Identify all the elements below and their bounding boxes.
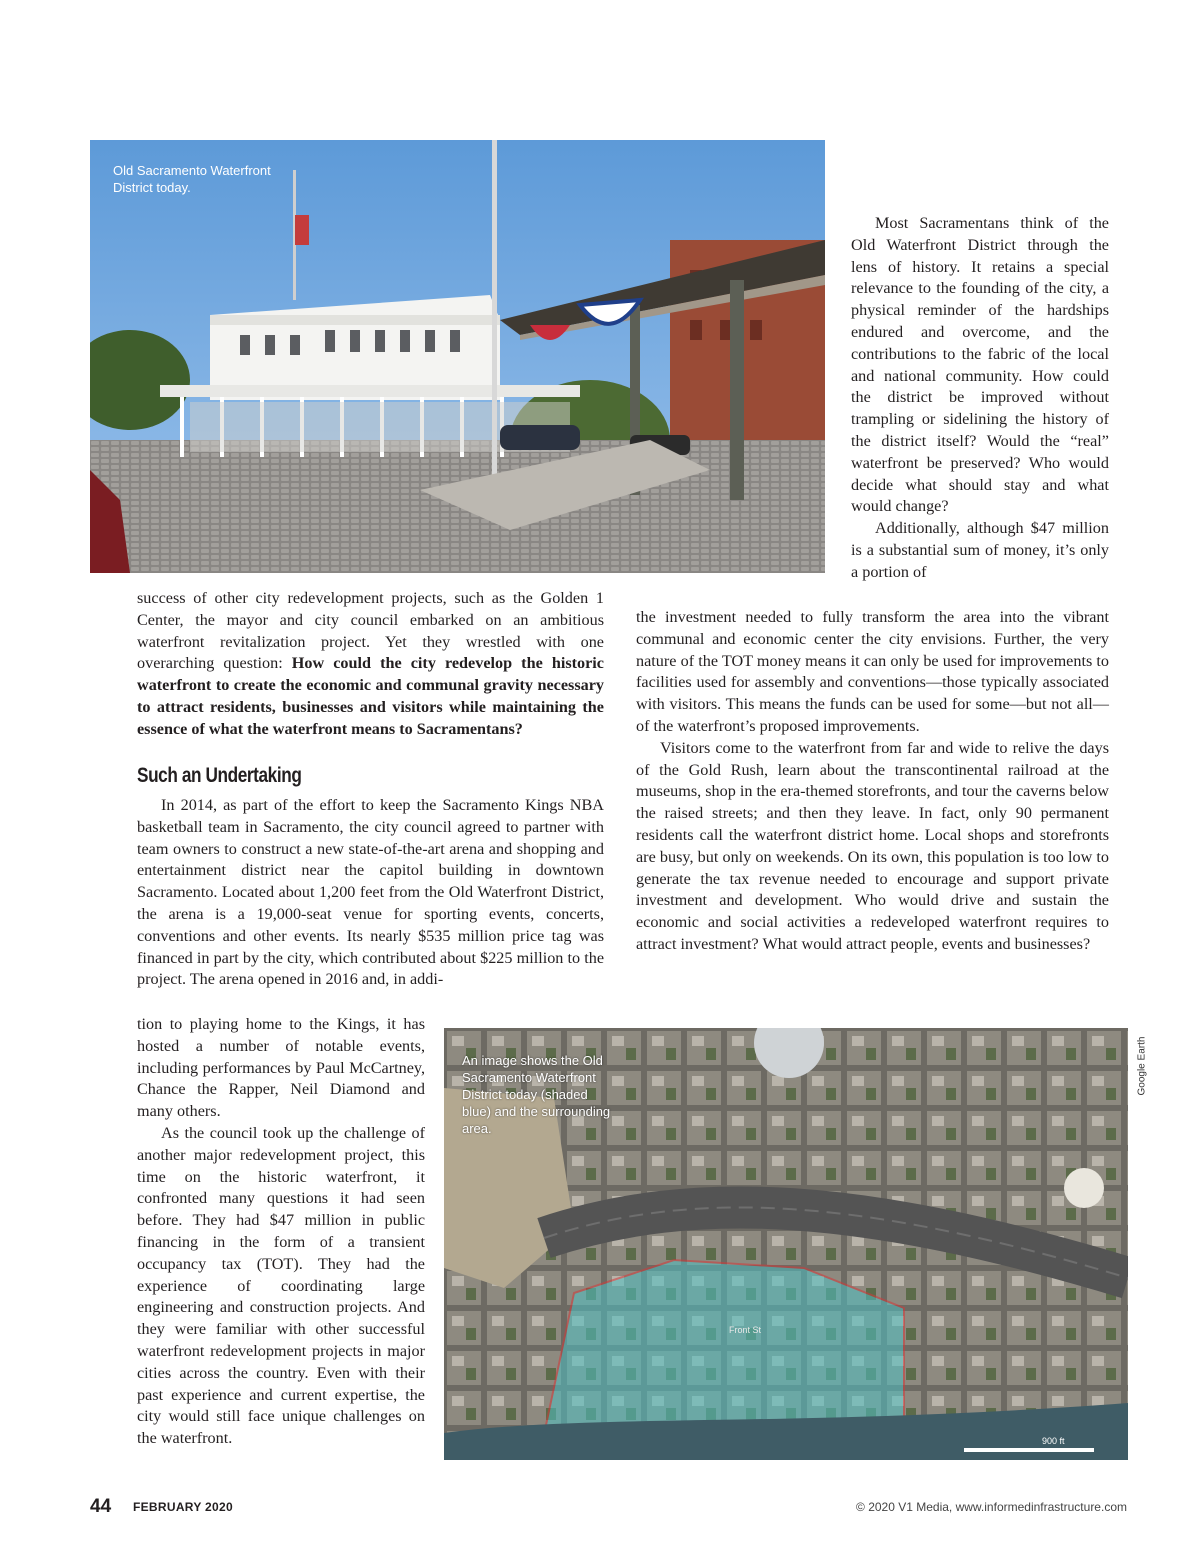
left-narrow-column <box>137 1014 425 1450</box>
image-credit: Google Earth <box>1136 1036 1148 1096</box>
copyright: © 2020 V1 Media, www.informedinfrastructure.com <box>856 1500 1127 1514</box>
left-intro-paragraph <box>137 588 604 741</box>
map-caption: An image shows the Old Sacramento Waterfront District today (shaded blue) and the surrounding area. <box>462 1053 611 1136</box>
section-heading: Such an Undertaking <box>137 764 302 787</box>
page-number: 44 <box>90 1496 112 1517</box>
paragraph: Visitors come to the waterfront from far and wide to relive the days of the Gold Rush, learn about the transcontinental railroad at the museums, shop in the era-themed storefronts, and tour the caverns below the raised streets; and then they leave. In fact, only 90 permanent residents call the waterfront district home. Local shops and storefronts are busy, but only on weekends. On its own, this population is too low to generate the tax revenue needed to encourage and support private investment and development. Who would drive and sustain the economic and social activities a redeveloped waterfront requires to attract investment? What would attract people, events and businesses? <box>636 738 1109 953</box>
intro-text: success of other city redevelopment projects, such as the Golden 1 Center, the mayor and city council embarked on an ambitious waterfront revitalization project. Yet they wrestled with one overarching question: <box>137 589 604 673</box>
paragraph: As the council took up the challenge of another major redevelopment project, this time on the historic waterfront, it confronted many questions it had seen before. They had $47 million in public financing in the form of a transient occupancy tax (TOT). They had the experience of coordinating large engineering and construction projects. And they were familiar with other successful waterfront redevelopment projects in major cities across the country. Even with their past experience and current expertise, the city would still face unique challenges on the waterfront. <box>137 1123 425 1448</box>
paragraph: In 2014, as part of the effort to keep the Sacramento Kings NBA basketball team in Sacramento, the city council agreed to partner with team owners to construct a new state-of-the-art arena and shopping and entertainment district near the capitol building in downtown Sacramento. Located about 1,200 feet from the Old Waterfront District, the arena is a 19,000-seat venue for sporting events, concerts, conventions and other events. Its nearly $535 million price tag was financed in part by the city, which contributed about $225 million to the project. The arena opened in 2016 and, in addi- <box>137 796 604 989</box>
scale-label: 900 ft <box>1042 1436 1065 1446</box>
right-top-column <box>851 213 1109 584</box>
street-label: Front St <box>729 1325 762 1335</box>
waterfront-photo <box>90 140 825 573</box>
left-paragraph-1 <box>137 795 604 991</box>
right-bottom-column <box>636 607 1109 956</box>
photo-caption: Old Sacramento Waterfront District today. <box>113 163 271 195</box>
key-question: How could the city redevelop the historic waterfront to create the economic and communal gravity necessary to attract residents, businesses and visitors while maintaining the essence of what the waterfront means to Sacramentans? <box>137 654 604 738</box>
paragraph: tion to playing home to the Kings, it has hosted a number of notable events, including performances by Paul McCartney, Chance the Rapper, Neil Diamond and many others. <box>137 1015 425 1121</box>
paragraph: the investment needed to fully transform the area into the vibrant communal and economic center the city envisions. Further, the very nature of the TOT money means it can only be used for improvements to facilities used for assembly and conventions—those typically associated with visitors. This means the funds can be used for some—but not all—of the waterfront’s proposed improvements. <box>636 608 1109 735</box>
issue-date: FEBRUARY 2020 <box>133 1500 233 1514</box>
paragraph: Additionally, although $47 million is a substantial sum of money, it’s only a portion of <box>851 519 1109 581</box>
paragraph: Most Sacramentans think of the Old Waterfront District through the lens of history. It retains a special relevance to the founding of the city, a physical reminder of the hardships endured and overcome, and the contributions to the fabric of the local and national community. How could the district be improved without trampling or sidelining the history of the district itself? Would the “real” waterfront be preserved? Who would decide what should stay and what would change? <box>851 214 1109 516</box>
